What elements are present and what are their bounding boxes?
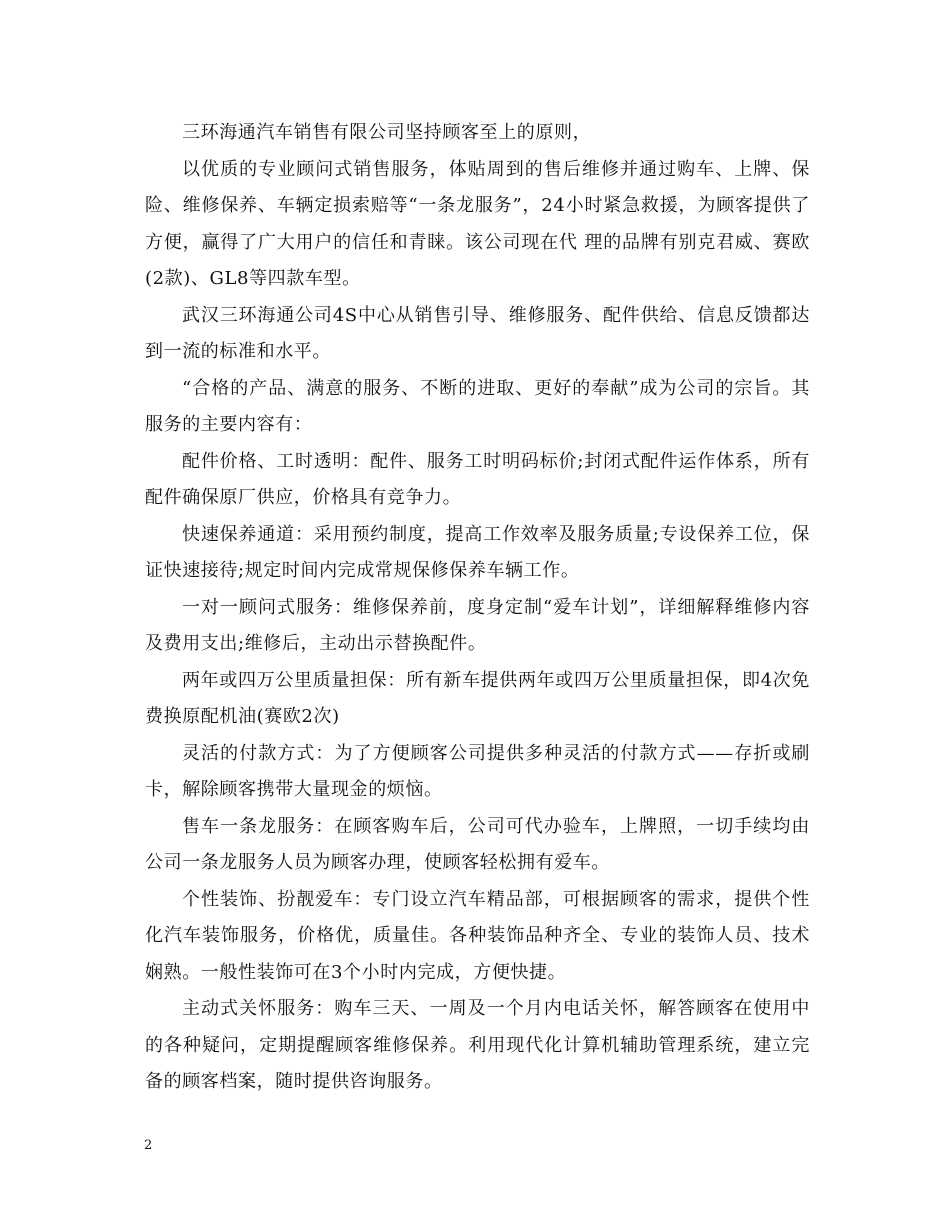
paragraph-one-stop-sales: 售车一条龙服务：在顾客购车后，公司可代办验车，上牌照，一切手续均由公司一条龙服务人员为顾客办理，使顾客轻松拥有爱车。 [145,815,810,873]
page-number: 2 [144,1138,153,1153]
paragraph-decoration: 个性装饰、扮靓爱车：专门设立汽车精品部，可根据顾客的需求，提供个性化汽车装饰服务，价格优，质量佳。各种装饰品种齐全、专业的装饰人员、技术娴熟。一般性装饰可在3个小时内完成，方便快捷。 [145,888,810,983]
paragraph-service-overview: 以优质的专业顾问式销售服务，体贴周到的售后维修并通过购车、上牌、保险、维修保养、车辆定损索赔等“一条龙服务”，24小时紧急救援，为顾客提供了方便，赢得了广大用户的信任和青睐。该公司现在代 理的品牌有别克君威、赛欧(2款)、GL8等四款车型。 [145,158,810,289]
paragraph-payment: 灵活的付款方式：为了方便顾客公司提供多种灵活的付款方式——存折或刷卡，解除顾客携带大量现金的烦恼。 [145,742,810,800]
paragraph-4s-center: 武汉三环海通公司4S中心从销售引导、维修服务、配件供给、信息反馈都达到一流的标准和水平。 [145,304,810,362]
paragraph-company-motto: “合格的产品、满意的服务、不断的进取、更好的奉献”成为公司的宗旨。其服务的主要内容有： [145,377,810,435]
paragraph-principle: 三环海通汽车销售有限公司坚持顾客至上的原则， [182,122,592,143]
paragraph-parts-pricing: 配件价格、工时透明：配件、服务工时明码标价;封闭式配件运作体系，所有配件确保原厂供应，价格具有竞争力。 [145,450,810,508]
paragraph-fast-maintenance: 快速保养通道：采用预约制度，提高工作效率及服务质量;专设保养工位，保证快速接待;规定时间内完成常规保修保养车辆工作。 [145,523,810,581]
document-body [145,115,810,1101]
paragraph-one-on-one: 一对一顾问式服务：维修保养前，度身定制“爱车计划”，详细解释维修内容及费用支出;维修后，主动出示替换配件。 [145,596,810,654]
paragraph-care-service: 主动式关怀服务：购车三天、一周及一个月内电话关怀，解答顾客在使用中的各种疑问，定期提醒顾客维修保养。利用现代化计算机辅助管理系统，建立完备的顾客档案，随时提供咨询服务。 [145,998,810,1092]
paragraph-warranty: 两年或四万公里质量担保：所有新车提供两年或四万公里质量担保，即4次免费换原配机油(赛欧2次) [145,669,810,727]
